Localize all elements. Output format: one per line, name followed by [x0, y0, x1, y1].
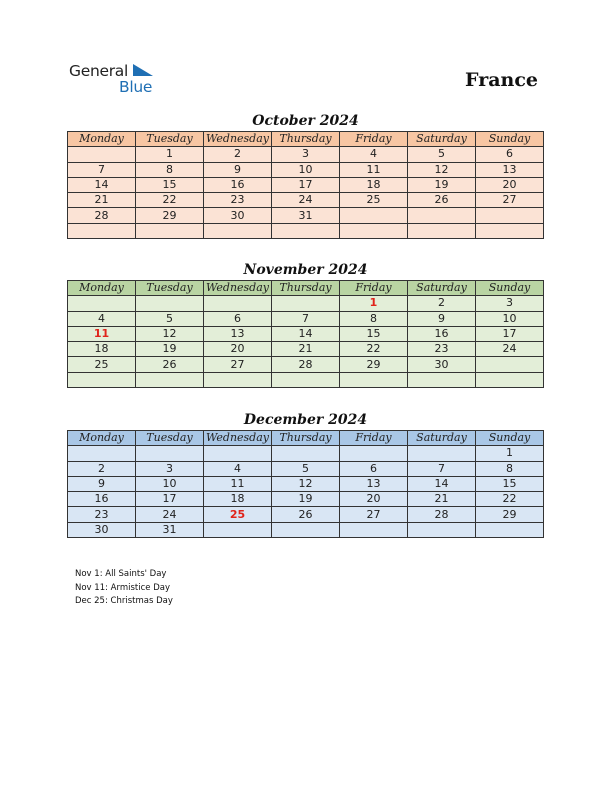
- empty-day-cell: [476, 372, 544, 387]
- weekday-header: Sunday: [476, 132, 544, 147]
- day-cell: 19: [408, 177, 476, 192]
- empty-day-cell: [68, 223, 136, 238]
- calendar-table: [67, 131, 544, 239]
- empty-day-cell: [476, 223, 544, 238]
- weekday-header: Saturday: [408, 431, 476, 446]
- empty-day-cell: [340, 372, 408, 387]
- day-cell: 24: [476, 342, 544, 357]
- day-cell: 23: [68, 507, 136, 522]
- day-cell: 14: [68, 177, 136, 192]
- day-cell: 8: [340, 311, 408, 326]
- day-cell: 11: [340, 162, 408, 177]
- day-cell: 21: [68, 193, 136, 208]
- day-cell: 15: [136, 177, 204, 192]
- day-cell: 27: [204, 357, 272, 372]
- empty-day-cell: [204, 372, 272, 387]
- day-cell: 18: [204, 492, 272, 507]
- week-row: [68, 177, 544, 192]
- day-cell: 6: [204, 311, 272, 326]
- day-cell: 27: [340, 507, 408, 522]
- day-cell: 26: [136, 357, 204, 372]
- empty-day-cell: [136, 372, 204, 387]
- day-cell: 3: [136, 461, 204, 476]
- week-row: [68, 193, 544, 208]
- day-cell: 1: [476, 446, 544, 461]
- week-row: [68, 461, 544, 476]
- day-cell: 2: [408, 296, 476, 311]
- day-cell: 10: [272, 162, 340, 177]
- month-december: [67, 410, 544, 538]
- day-cell: 29: [136, 208, 204, 223]
- empty-day-cell: [136, 446, 204, 461]
- empty-day-cell: [272, 522, 340, 537]
- week-row: [68, 326, 544, 341]
- day-cell: 9: [204, 162, 272, 177]
- day-cell: 29: [340, 357, 408, 372]
- empty-day-cell: [408, 208, 476, 223]
- day-cell: 30: [408, 357, 476, 372]
- weekday-header: Friday: [340, 431, 408, 446]
- day-cell: 8: [136, 162, 204, 177]
- day-cell: 23: [204, 193, 272, 208]
- holiday-notes: [75, 568, 173, 609]
- day-cell: 6: [476, 147, 544, 162]
- empty-day-cell: [204, 296, 272, 311]
- holiday-day-cell: 25: [204, 507, 272, 522]
- weekday-header: Monday: [68, 431, 136, 446]
- day-cell: 11: [204, 476, 272, 491]
- day-cell: 28: [408, 507, 476, 522]
- logo-text-general: General: [69, 62, 128, 80]
- day-cell: 5: [136, 311, 204, 326]
- day-cell: 20: [340, 492, 408, 507]
- weekday-header: Tuesday: [136, 281, 204, 296]
- empty-day-cell: [476, 522, 544, 537]
- empty-day-cell: [68, 296, 136, 311]
- day-cell: 28: [68, 208, 136, 223]
- weekday-header: Tuesday: [136, 132, 204, 147]
- weekday-header: Wednesday: [204, 281, 272, 296]
- weekday-header: Sunday: [476, 431, 544, 446]
- weekday-header: Wednesday: [204, 431, 272, 446]
- day-cell: 31: [272, 208, 340, 223]
- empty-day-cell: [408, 446, 476, 461]
- weekday-header-row: [68, 281, 544, 296]
- empty-day-cell: [272, 446, 340, 461]
- empty-day-cell: [340, 522, 408, 537]
- day-cell: 25: [68, 357, 136, 372]
- week-row: [68, 296, 544, 311]
- empty-day-cell: [272, 223, 340, 238]
- month-october: [67, 111, 544, 239]
- month-title: October 2024: [252, 113, 359, 129]
- empty-day-cell: [340, 208, 408, 223]
- day-cell: 14: [272, 326, 340, 341]
- weekday-header: Friday: [340, 281, 408, 296]
- day-cell: 2: [204, 147, 272, 162]
- day-cell: 22: [476, 492, 544, 507]
- day-cell: 8: [476, 461, 544, 476]
- empty-day-cell: [408, 522, 476, 537]
- day-cell: 13: [204, 326, 272, 341]
- empty-day-cell: [68, 446, 136, 461]
- empty-day-cell: [272, 296, 340, 311]
- week-row: [68, 208, 544, 223]
- week-row: [68, 522, 544, 537]
- empty-day-cell: [204, 223, 272, 238]
- day-cell: 15: [340, 326, 408, 341]
- day-cell: 7: [408, 461, 476, 476]
- empty-day-cell: [340, 223, 408, 238]
- week-row: [68, 223, 544, 238]
- day-cell: 26: [408, 193, 476, 208]
- day-cell: 20: [476, 177, 544, 192]
- day-cell: 12: [408, 162, 476, 177]
- holiday-day-cell: 1: [340, 296, 408, 311]
- weekday-header: Monday: [68, 281, 136, 296]
- weekday-header: Thursday: [272, 431, 340, 446]
- week-row: [68, 162, 544, 177]
- day-cell: 14: [408, 476, 476, 491]
- empty-day-cell: [476, 357, 544, 372]
- day-cell: 17: [272, 177, 340, 192]
- day-cell: 19: [136, 342, 204, 357]
- empty-day-cell: [476, 208, 544, 223]
- empty-day-cell: [272, 372, 340, 387]
- day-cell: 7: [272, 311, 340, 326]
- empty-day-cell: [136, 296, 204, 311]
- empty-day-cell: [340, 446, 408, 461]
- empty-day-cell: [204, 446, 272, 461]
- holiday-note: Nov 1: All Saints' Day: [75, 569, 167, 579]
- country-title: France: [465, 69, 538, 91]
- weekday-header: Saturday: [408, 132, 476, 147]
- weekday-header: Saturday: [408, 281, 476, 296]
- day-cell: 18: [340, 177, 408, 192]
- weekday-header: Tuesday: [136, 431, 204, 446]
- day-cell: 28: [272, 357, 340, 372]
- month-title: December 2024: [243, 412, 368, 428]
- calendar-table: [67, 280, 544, 388]
- month-november: [67, 260, 544, 388]
- day-cell: 31: [136, 522, 204, 537]
- day-cell: 13: [476, 162, 544, 177]
- generalblue-logo: [69, 62, 169, 98]
- weekday-header: Thursday: [272, 281, 340, 296]
- day-cell: 27: [476, 193, 544, 208]
- logo-triangle-icon: [133, 64, 153, 78]
- day-cell: 17: [476, 326, 544, 341]
- day-cell: 9: [408, 311, 476, 326]
- day-cell: 2: [68, 461, 136, 476]
- holiday-day-cell: 11: [68, 326, 136, 341]
- week-row: [68, 446, 544, 461]
- day-cell: 4: [68, 311, 136, 326]
- weekday-header-row: [68, 132, 544, 147]
- holiday-note: Dec 25: Christmas Day: [75, 596, 173, 606]
- day-cell: 18: [68, 342, 136, 357]
- day-cell: 22: [340, 342, 408, 357]
- week-row: [68, 476, 544, 491]
- day-cell: 22: [136, 193, 204, 208]
- weekday-header: Wednesday: [204, 132, 272, 147]
- empty-day-cell: [68, 147, 136, 162]
- week-row: [68, 311, 544, 326]
- day-cell: 20: [204, 342, 272, 357]
- day-cell: 4: [204, 461, 272, 476]
- day-cell: 30: [204, 208, 272, 223]
- day-cell: 6: [340, 461, 408, 476]
- weekday-header: Thursday: [272, 132, 340, 147]
- week-row: [68, 147, 544, 162]
- day-cell: 13: [340, 476, 408, 491]
- day-cell: 3: [272, 147, 340, 162]
- weekday-header: Monday: [68, 132, 136, 147]
- day-cell: 21: [272, 342, 340, 357]
- month-title: November 2024: [243, 262, 368, 278]
- day-cell: 16: [68, 492, 136, 507]
- day-cell: 21: [408, 492, 476, 507]
- day-cell: 1: [136, 147, 204, 162]
- weekday-header: Sunday: [476, 281, 544, 296]
- week-row: [68, 507, 544, 522]
- weekday-header-row: [68, 431, 544, 446]
- empty-day-cell: [136, 223, 204, 238]
- logo-text-blue: Blue: [119, 78, 153, 96]
- week-row: [68, 342, 544, 357]
- day-cell: 3: [476, 296, 544, 311]
- week-row: [68, 357, 544, 372]
- day-cell: 5: [408, 147, 476, 162]
- empty-day-cell: [408, 372, 476, 387]
- day-cell: 16: [408, 326, 476, 341]
- week-row: [68, 372, 544, 387]
- day-cell: 10: [476, 311, 544, 326]
- day-cell: 23: [408, 342, 476, 357]
- holiday-note: Nov 11: Armistice Day: [75, 582, 170, 593]
- day-cell: 17: [136, 492, 204, 507]
- day-cell: 10: [136, 476, 204, 491]
- day-cell: 25: [340, 193, 408, 208]
- day-cell: 24: [272, 193, 340, 208]
- empty-day-cell: [68, 372, 136, 387]
- day-cell: 5: [272, 461, 340, 476]
- empty-day-cell: [204, 522, 272, 537]
- day-cell: 15: [476, 476, 544, 491]
- day-cell: 24: [136, 507, 204, 522]
- day-cell: 29: [476, 507, 544, 522]
- day-cell: 7: [68, 162, 136, 177]
- day-cell: 12: [272, 476, 340, 491]
- day-cell: 26: [272, 507, 340, 522]
- day-cell: 30: [68, 522, 136, 537]
- day-cell: 12: [136, 326, 204, 341]
- calendar-table: [67, 430, 544, 538]
- weekday-header: Friday: [340, 132, 408, 147]
- day-cell: 19: [272, 492, 340, 507]
- day-cell: 9: [68, 476, 136, 491]
- day-cell: 16: [204, 177, 272, 192]
- day-cell: 4: [340, 147, 408, 162]
- week-row: [68, 492, 544, 507]
- empty-day-cell: [408, 223, 476, 238]
